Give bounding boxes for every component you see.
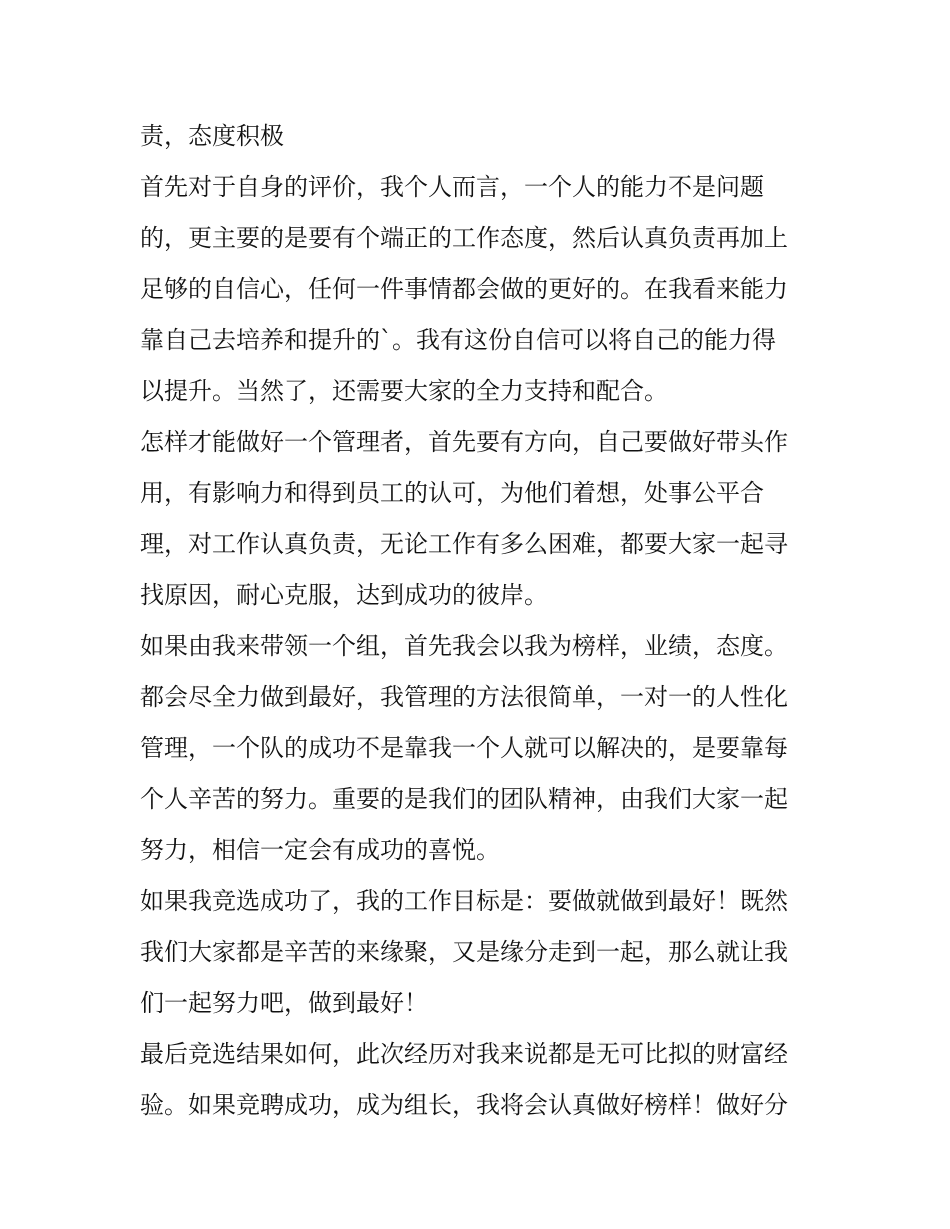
text-line: 责，态度积极 <box>140 122 284 150</box>
text-line: 最后竞选结果如何，此次经历对我来说都是无可比拟的财富经 <box>140 1040 788 1068</box>
text-line: 以提升。当然了，还需要大家的全力支持和配合。 <box>140 377 668 405</box>
text-line: 我们大家都是辛苦的来缘聚，又是缘分走到一起，那么就让我 <box>140 938 788 966</box>
text-line: 首先对于自身的评价，我个人而言，一个人的能力不是问题 <box>140 173 764 201</box>
text-line: 理，对工作认真负责，无论工作有多么困难，都要大家一起寻 <box>140 530 788 558</box>
text-line: 们一起努力吧，做到最好！ <box>140 989 428 1017</box>
text-line: 的，更主要的是要有个端正的工作态度，然后认真负责再加上 <box>140 224 788 252</box>
text-line: 足够的自信心，任何一件事情都会做的更好的。在我看来能力 <box>140 275 788 303</box>
text-line: 努力，相信一定会有成功的喜悦。 <box>140 836 500 864</box>
text-line: 怎样才能做好一个管理者，首先要有方向，自己要做好带头作 <box>140 428 788 456</box>
document-body <box>140 111 840 1131</box>
text-line: 如果由我来带领一个组，首先我会以我为榜样，业绩，态度。 <box>140 632 788 660</box>
text-line: 个人辛苦的努力。重要的是我们的团队精神，由我们大家一起 <box>140 785 788 813</box>
text-line: 靠自己去培养和提升的`。我有这份自信可以将自己的能力得 <box>140 326 776 354</box>
text-line: 管理，一个队的成功不是靠我一个人就可以解决的，是要靠每 <box>140 734 788 762</box>
text-line: 用，有影响力和得到员工的认可，为他们着想，处事公平合 <box>140 479 764 507</box>
text-line: 都会尽全力做到最好，我管理的方法很简单，一对一的人性化 <box>140 683 788 711</box>
text-line: 如果我竞选成功了，我的工作目标是：要做就做到最好！既然 <box>140 887 788 915</box>
text-line: 找原因，耐心克服，达到成功的彼岸。 <box>140 581 548 609</box>
text-line: 验。如果竞聘成功，成为组长，我将会认真做好榜样！做好分 <box>140 1091 788 1119</box>
